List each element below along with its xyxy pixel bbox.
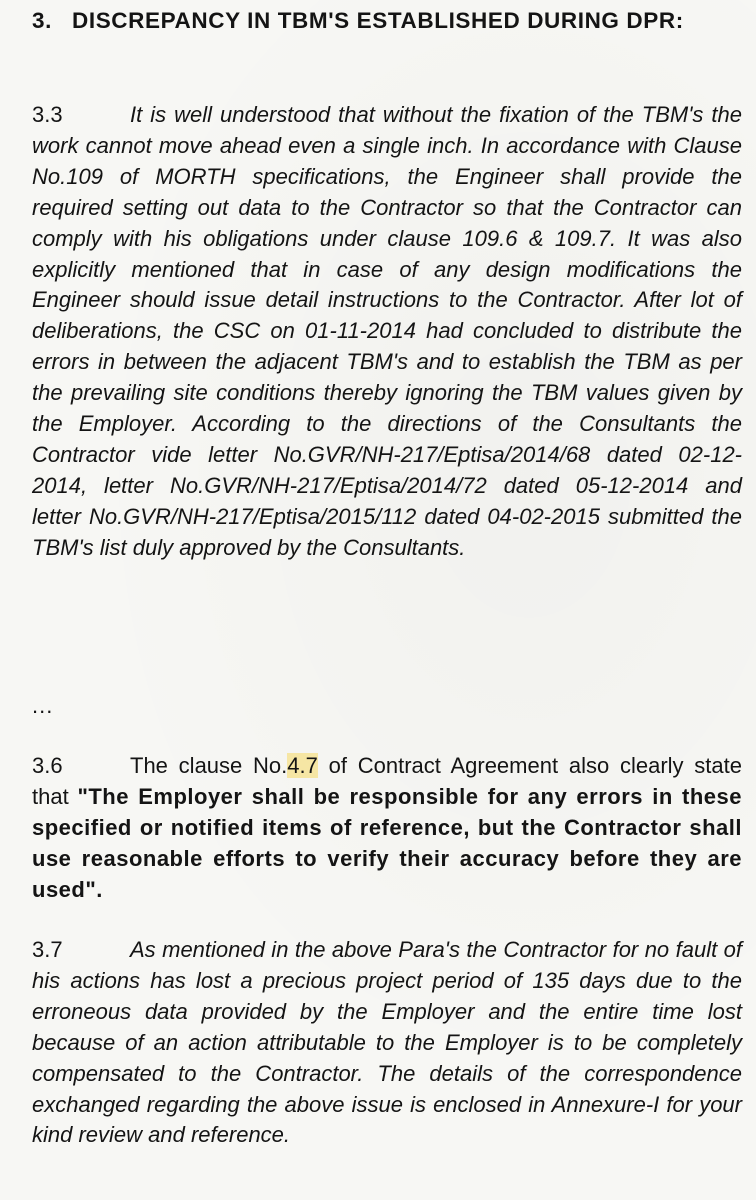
paragraph-3-3 bbox=[32, 100, 742, 564]
paragraph-number: 3.6 bbox=[32, 753, 63, 778]
paragraph-text: As mentioned in the above Para's the Contractor for no fault of his actions has lost a precious project period of 135 days due to the erroneous data provided by the Employer and the entire time lost because of an action attributable to the Employer is to be completely compensated to the Contractor. The details of the correspondence exchanged regarding the above issue is enclosed in Annexure-I for your kind review and reference. bbox=[32, 937, 742, 1148]
paragraph-number: 3.3 bbox=[32, 102, 63, 127]
quoted-clause-text: "The Employer shall be responsible for any errors in these specified or notified items of reference, but the Contractor shall use reasonable efforts to verify their accuracy before they are used". bbox=[32, 783, 742, 902]
omission-ellipsis: ... bbox=[32, 693, 54, 718]
paragraph-3-6 bbox=[32, 751, 742, 906]
paragraph-3-7 bbox=[32, 935, 742, 1151]
section-number: 3. bbox=[32, 8, 52, 33]
paragraph-lead-text-continued: of Contract Agreement also clearly state that bbox=[32, 753, 742, 809]
paragraph-number: 3.7 bbox=[32, 937, 63, 962]
section-title: DISCREPANCY IN TBM'S ESTABLISHED DURING DPR: bbox=[72, 8, 684, 33]
paragraph-text: It is well understood that without the fixation of the TBM's the work cannot move ahead even a single inch. In accordance with Clause No.109 of MORTH specifications, the Engineer shall provide the required setting out data to the Contractor so that the Contractor can comply with his obligations under clause 109.6 & 109.7. It was also explicitly mentioned that in case of any design modifications the Engineer should issue detail instructions to the Contractor. After lot of deliberations, the CSC on 01-11-2014 had concluded to distribute the errors in between the adjacent TBM's and to establish the TBM as per the prevailing site conditions thereby ignoring the TBM values given by the Employer. According to the directions of the Consultants the Contractor vide letter No.GVR/NH-217/Eptisa/2014/68 dated 02-12-2014, letter No.GVR/NH-217/Eptisa/2014/72 dated 05-12-2014 and letter No.GVR/NH-217/Eptisa/2015/112 dated 04-02-2015 submitted the TBM's list duly approved by the Consultants. bbox=[32, 102, 742, 560]
highlighted-clause-reference: 4.7 bbox=[287, 753, 318, 778]
section-heading bbox=[32, 6, 742, 35]
paragraph-lead-text: The clause No. bbox=[130, 753, 288, 778]
